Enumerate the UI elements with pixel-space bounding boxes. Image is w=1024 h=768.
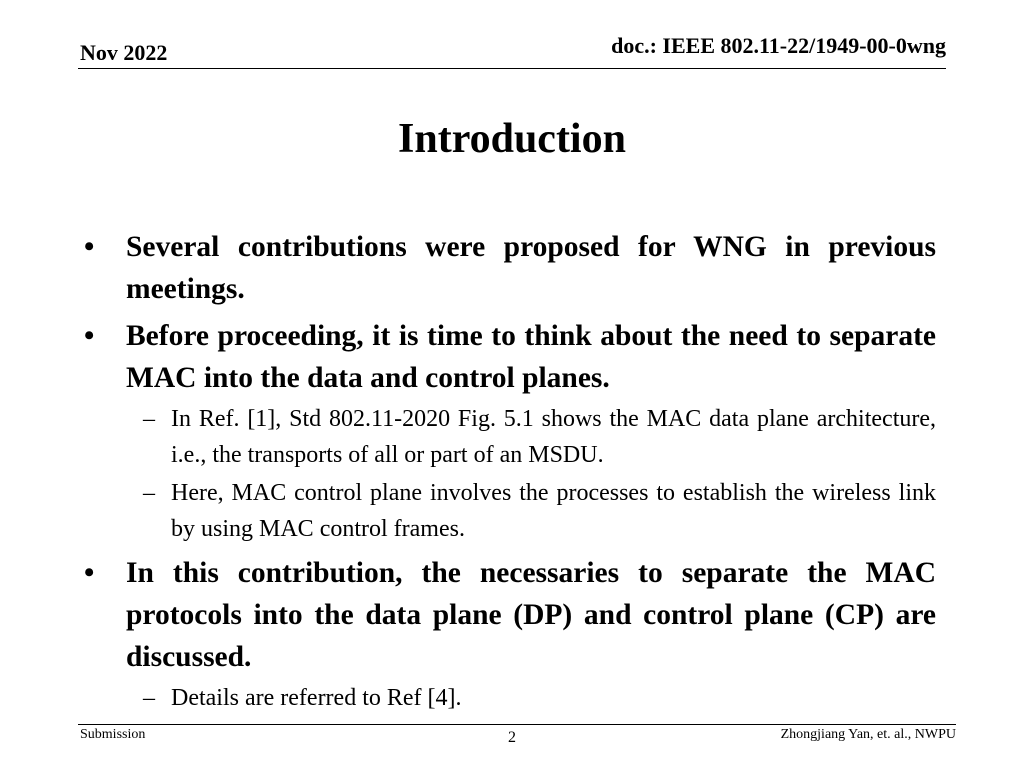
sub-bullet-marker: – bbox=[143, 480, 155, 506]
header-date: Nov 2022 bbox=[80, 40, 168, 65]
sub-bullet-list bbox=[126, 680, 936, 716]
footer-submission: Submission bbox=[80, 727, 146, 742]
bullet-marker: • bbox=[84, 320, 95, 352]
bullet-marker: • bbox=[84, 557, 95, 589]
slide-title: Introduction bbox=[398, 116, 626, 162]
bullet-text: In this contribution, the necessaries to separate the MAC protocols into the data plane (DP) and control plane (CP) are discussed. bbox=[126, 557, 936, 673]
page-number: 2 bbox=[508, 729, 516, 746]
bullet-text: Several contributions were proposed for WNG in previous meetings. bbox=[126, 231, 936, 305]
sub-bullet-item bbox=[126, 475, 936, 547]
sub-bullet-marker: – bbox=[143, 685, 155, 711]
footer-authors: Zhongjiang Yan, et. al., NWPU bbox=[780, 727, 956, 742]
sub-bullet-item bbox=[126, 401, 936, 473]
bullet-item bbox=[80, 552, 936, 716]
sub-bullet-item bbox=[126, 680, 936, 716]
bullet-text: Before proceeding, it is time to think about the need to separate MAC into the data and control planes. bbox=[126, 320, 936, 394]
footer-divider bbox=[78, 724, 956, 725]
sub-bullet-text: Here, MAC control plane involves the processes to establish the wireless link by using MAC control frames. bbox=[171, 480, 936, 542]
header-divider bbox=[78, 68, 946, 69]
bullet-item bbox=[80, 226, 936, 310]
header-doc-id: doc.: IEEE 802.11-22/1949-00-0wng bbox=[611, 33, 946, 58]
sub-bullet-list bbox=[126, 401, 936, 547]
sub-bullet-text: Details are referred to Ref [4]. bbox=[171, 685, 462, 711]
bullet-item bbox=[80, 315, 936, 547]
sub-bullet-marker: – bbox=[143, 406, 155, 432]
bullet-list bbox=[80, 226, 936, 721]
sub-bullet-text: In Ref. [1], Std 802.11-2020 Fig. 5.1 shows the MAC data plane architecture, i.e., the transports of all or part of an MSDU. bbox=[171, 406, 936, 468]
bullet-marker: • bbox=[84, 231, 95, 263]
